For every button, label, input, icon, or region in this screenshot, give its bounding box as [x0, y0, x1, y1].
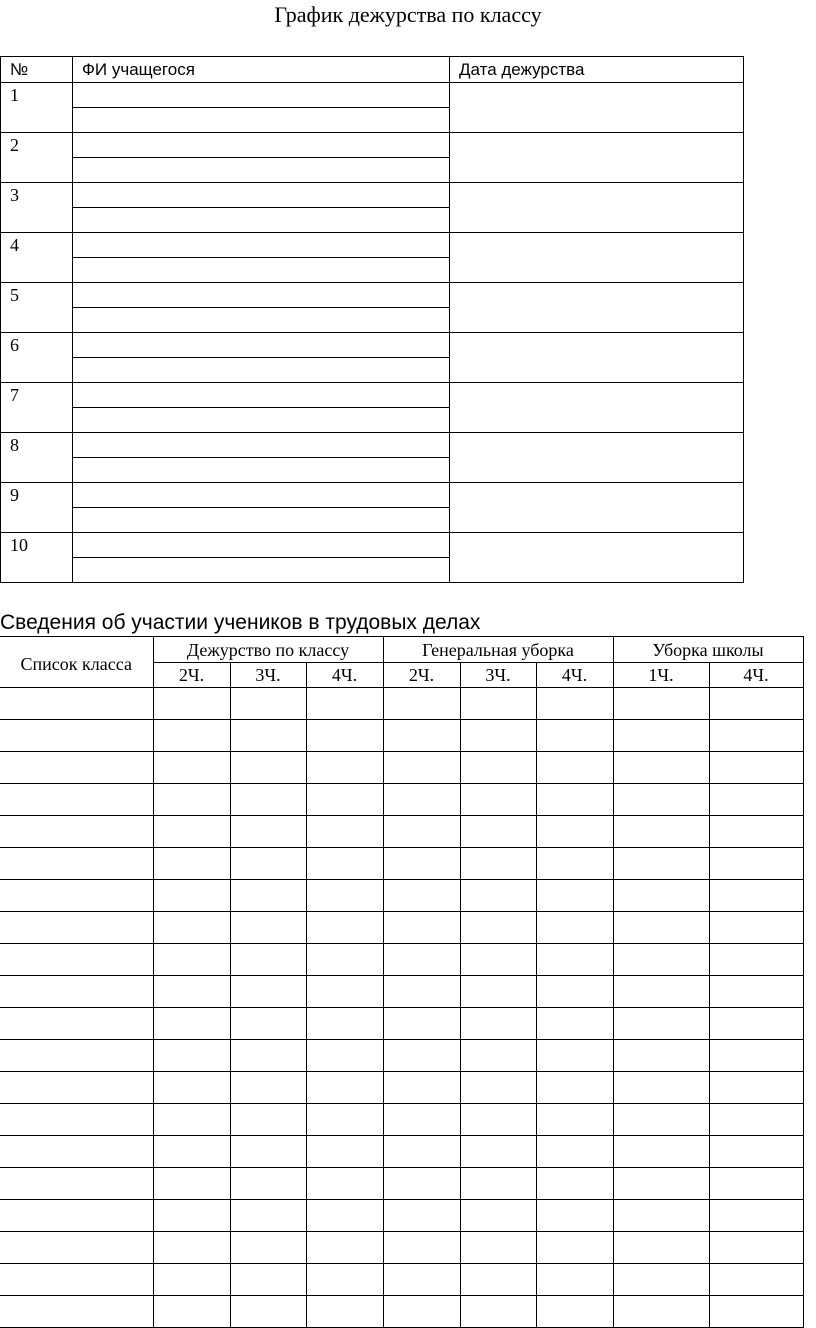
class-list-header: Список класса [0, 637, 153, 688]
student-name-cell[interactable] [73, 558, 450, 583]
table-row [0, 1296, 803, 1328]
student-cell[interactable] [0, 1296, 153, 1328]
quarter-header: 3Ч. [230, 663, 306, 688]
participation-cell[interactable] [153, 1008, 230, 1040]
participation-cell[interactable] [613, 912, 709, 944]
row-number: 5 [1, 283, 73, 333]
row-number: 2 [1, 133, 73, 183]
student-name-cell[interactable] [73, 83, 450, 108]
participation-cell[interactable] [153, 688, 230, 720]
participation-cell[interactable] [383, 1072, 460, 1104]
participation-cell[interactable] [460, 1264, 536, 1296]
participation-cell[interactable] [536, 816, 613, 848]
participation-cell[interactable] [383, 1168, 460, 1200]
participation-cell[interactable] [709, 880, 803, 912]
student-name-cell[interactable] [73, 333, 450, 358]
participation-cell[interactable] [536, 1008, 613, 1040]
participation-cell[interactable] [536, 1168, 613, 1200]
row-number: 6 [1, 333, 73, 383]
participation-cell[interactable] [613, 848, 709, 880]
student-cell[interactable] [0, 1168, 153, 1200]
participation-cell[interactable] [306, 1168, 383, 1200]
participation-cell[interactable] [613, 752, 709, 784]
participation-cell[interactable] [153, 848, 230, 880]
participation-cell[interactable] [306, 1104, 383, 1136]
participation-cell[interactable] [536, 784, 613, 816]
student-name-cell[interactable] [73, 483, 450, 508]
student-name-header: ФИ учащегося [73, 57, 450, 83]
student-cell[interactable] [0, 1264, 153, 1296]
student-cell[interactable] [0, 1040, 153, 1072]
student-cell[interactable] [0, 944, 153, 976]
participation-cell[interactable] [613, 1264, 709, 1296]
participation-cell[interactable] [153, 1200, 230, 1232]
quarter-header: 2Ч. [153, 663, 230, 688]
student-name-cell[interactable] [73, 133, 450, 158]
participation-cell[interactable] [460, 1008, 536, 1040]
participation-cell[interactable] [153, 1168, 230, 1200]
quarter-header: 3Ч. [460, 663, 536, 688]
participation-cell[interactable] [613, 1168, 709, 1200]
participation-cell[interactable] [383, 912, 460, 944]
participation-cell[interactable] [709, 1200, 803, 1232]
student-name-cell[interactable] [73, 233, 450, 258]
participation-cell[interactable] [230, 720, 306, 752]
participation-cell[interactable] [709, 848, 803, 880]
table-row [0, 1264, 803, 1296]
page-title: График дежурства по классу [274, 2, 542, 27]
participation-cell[interactable] [306, 1008, 383, 1040]
student-cell[interactable] [0, 1104, 153, 1136]
duty-date-cell[interactable] [450, 233, 744, 283]
participation-cell[interactable] [536, 1232, 613, 1264]
duty-row [1, 133, 744, 158]
participation-cell[interactable] [383, 752, 460, 784]
participation-cell[interactable] [460, 688, 536, 720]
row-number: 10 [1, 533, 73, 583]
quarter-header: 4Ч. [709, 663, 803, 688]
participation-cell[interactable] [383, 816, 460, 848]
duty-row [1, 483, 744, 508]
student-cell[interactable] [0, 784, 153, 816]
participation-cell[interactable] [383, 1136, 460, 1168]
participation-cell[interactable] [460, 1200, 536, 1232]
participation-cell[interactable] [613, 688, 709, 720]
table-row [0, 976, 803, 1008]
participation-cell[interactable] [383, 1232, 460, 1264]
participation-cell[interactable] [230, 848, 306, 880]
table-row [0, 688, 803, 720]
duty-header-row [1, 57, 744, 83]
participation-cell[interactable] [709, 976, 803, 1008]
student-name-cell[interactable] [73, 183, 450, 208]
participation-cell[interactable] [613, 1072, 709, 1104]
participation-cell[interactable] [230, 1264, 306, 1296]
participation-cell[interactable] [536, 976, 613, 1008]
participation-cell[interactable] [153, 1296, 230, 1328]
duty-date-cell[interactable] [450, 533, 744, 583]
student-name-cell[interactable] [73, 308, 450, 333]
participation-cell[interactable] [613, 880, 709, 912]
participation-cell[interactable] [709, 688, 803, 720]
participation-cell[interactable] [613, 816, 709, 848]
student-cell[interactable] [0, 1136, 153, 1168]
participation-cell[interactable] [383, 1104, 460, 1136]
participation-cell[interactable] [306, 912, 383, 944]
participation-cell[interactable] [709, 1008, 803, 1040]
participation-cell[interactable] [460, 1104, 536, 1136]
duty-date-cell[interactable] [450, 183, 744, 233]
participation-cell[interactable] [153, 816, 230, 848]
participation-cell[interactable] [460, 976, 536, 1008]
participation-cell[interactable] [153, 720, 230, 752]
participation-cell[interactable] [613, 1136, 709, 1168]
participation-cell[interactable] [230, 1200, 306, 1232]
participation-cell[interactable] [383, 784, 460, 816]
participation-cell[interactable] [153, 1232, 230, 1264]
participation-cell[interactable] [383, 1008, 460, 1040]
number-header: № [1, 57, 73, 83]
student-name-cell[interactable] [73, 383, 450, 408]
participation-cell[interactable] [383, 880, 460, 912]
participation-cell[interactable] [383, 976, 460, 1008]
student-name-cell[interactable] [73, 408, 450, 433]
participation-cell[interactable] [536, 720, 613, 752]
row-number: 3 [1, 183, 73, 233]
participation-cell[interactable] [460, 1296, 536, 1328]
duty-schedule-table [0, 56, 744, 583]
participation-cell[interactable] [613, 1104, 709, 1136]
participation-cell[interactable] [306, 848, 383, 880]
participation-cell[interactable] [306, 1232, 383, 1264]
duty-row [1, 533, 744, 558]
duty-row [1, 233, 744, 258]
table-row [0, 1232, 803, 1264]
participation-cell[interactable] [230, 1232, 306, 1264]
student-cell[interactable] [0, 1072, 153, 1104]
participation-cell[interactable] [460, 912, 536, 944]
participation-cell[interactable] [230, 1296, 306, 1328]
participation-cell[interactable] [460, 816, 536, 848]
duty-date-cell[interactable] [450, 433, 744, 483]
participation-cell[interactable] [460, 720, 536, 752]
participation-cell[interactable] [536, 944, 613, 976]
participation-cell[interactable] [460, 1232, 536, 1264]
participation-cell[interactable] [153, 1136, 230, 1168]
participation-cell[interactable] [536, 912, 613, 944]
duty-row [1, 183, 744, 208]
group-header: Дежурство по классу [153, 637, 383, 663]
participation-cell[interactable] [306, 1264, 383, 1296]
duty-date-header: Дата дежурства [450, 57, 744, 83]
row-number: 1 [1, 83, 73, 133]
participation-cell[interactable] [383, 1296, 460, 1328]
student-name-cell[interactable] [73, 533, 450, 558]
participation-cell[interactable] [709, 1104, 803, 1136]
participation-cell[interactable] [153, 784, 230, 816]
participation-cell[interactable] [306, 1072, 383, 1104]
duty-date-cell[interactable] [450, 383, 744, 433]
participation-cell[interactable] [460, 944, 536, 976]
student-cell[interactable] [0, 1232, 153, 1264]
participation-cell[interactable] [536, 688, 613, 720]
table-row [0, 1008, 803, 1040]
participation-cell[interactable] [383, 848, 460, 880]
participation-cell[interactable] [536, 1136, 613, 1168]
participation-cell[interactable] [306, 1040, 383, 1072]
participation-cell[interactable] [383, 1040, 460, 1072]
student-name-cell[interactable] [73, 283, 450, 308]
table-row [0, 1040, 803, 1072]
student-name-cell[interactable] [73, 458, 450, 483]
participation-cell[interactable] [230, 976, 306, 1008]
student-cell[interactable] [0, 752, 153, 784]
participation-cell[interactable] [306, 688, 383, 720]
student-cell[interactable] [0, 720, 153, 752]
duty-date-cell[interactable] [450, 283, 744, 333]
participation-cell[interactable] [613, 1200, 709, 1232]
table-row [0, 816, 803, 848]
participation-cell[interactable] [383, 720, 460, 752]
duty-date-cell[interactable] [450, 83, 744, 133]
participation-cell[interactable] [383, 1264, 460, 1296]
table-row [0, 1072, 803, 1104]
table-row [0, 848, 803, 880]
participation-cell[interactable] [306, 752, 383, 784]
participation-cell[interactable] [709, 816, 803, 848]
participation-cell[interactable] [153, 1072, 230, 1104]
participation-cell[interactable] [709, 944, 803, 976]
participation-cell[interactable] [230, 1136, 306, 1168]
participation-cell[interactable] [383, 944, 460, 976]
participation-cell[interactable] [709, 1232, 803, 1264]
table-row [0, 1168, 803, 1200]
participation-cell[interactable] [709, 1136, 803, 1168]
participation-cell[interactable] [709, 912, 803, 944]
participation-cell[interactable] [230, 1168, 306, 1200]
section-title: Сведения об участии учеников в трудовых делах [0, 611, 481, 634]
participation-cell[interactable] [306, 976, 383, 1008]
row-number: 7 [1, 383, 73, 433]
group-header: Генеральная уборка [383, 637, 613, 663]
table-row [0, 912, 803, 944]
participation-cell[interactable] [153, 944, 230, 976]
participation-cell[interactable] [613, 1232, 709, 1264]
row-number: 8 [1, 433, 73, 483]
quarter-header: 4Ч. [306, 663, 383, 688]
participation-cell[interactable] [536, 880, 613, 912]
participation-cell[interactable] [153, 880, 230, 912]
student-cell[interactable] [0, 1200, 153, 1232]
student-cell[interactable] [0, 848, 153, 880]
student-name-cell[interactable] [73, 433, 450, 458]
participation-cell[interactable] [306, 784, 383, 816]
participation-cell[interactable] [709, 1168, 803, 1200]
participation-cell[interactable] [709, 1264, 803, 1296]
quarter-header: 1Ч. [613, 663, 709, 688]
duty-row [1, 433, 744, 458]
table-row [0, 720, 803, 752]
participation-cell[interactable] [536, 1200, 613, 1232]
participation-cell[interactable] [709, 1040, 803, 1072]
participation-cell[interactable] [709, 1072, 803, 1104]
participation-cell[interactable] [613, 784, 709, 816]
participation-cell[interactable] [230, 752, 306, 784]
participation-cell[interactable] [230, 1072, 306, 1104]
table-row [0, 752, 803, 784]
table-row [0, 1136, 803, 1168]
participation-cell[interactable] [536, 752, 613, 784]
participation-cell[interactable] [230, 944, 306, 976]
participation-cell[interactable] [613, 944, 709, 976]
duty-row [1, 83, 744, 108]
participation-cell[interactable] [709, 720, 803, 752]
participation-cell[interactable] [306, 1200, 383, 1232]
labor-header-row-groups [0, 637, 803, 663]
participation-cell[interactable] [153, 1104, 230, 1136]
participation-cell[interactable] [230, 1040, 306, 1072]
participation-cell[interactable] [709, 752, 803, 784]
participation-cell[interactable] [460, 880, 536, 912]
participation-cell[interactable] [230, 1008, 306, 1040]
participation-cell[interactable] [153, 976, 230, 1008]
participation-cell[interactable] [460, 848, 536, 880]
participation-cell[interactable] [460, 1040, 536, 1072]
participation-cell[interactable] [460, 1072, 536, 1104]
participation-cell[interactable] [536, 1040, 613, 1072]
row-number: 4 [1, 233, 73, 283]
participation-cell[interactable] [460, 784, 536, 816]
participation-cell[interactable] [536, 1296, 613, 1328]
student-cell[interactable] [0, 816, 153, 848]
student-name-cell[interactable] [73, 358, 450, 383]
participation-cell[interactable] [230, 816, 306, 848]
student-cell[interactable] [0, 880, 153, 912]
participation-cell[interactable] [306, 816, 383, 848]
participation-cell[interactable] [709, 784, 803, 816]
participation-cell[interactable] [613, 720, 709, 752]
participation-cell[interactable] [306, 1136, 383, 1168]
participation-cell[interactable] [460, 752, 536, 784]
table-row [0, 1200, 803, 1232]
participation-cell[interactable] [709, 1296, 803, 1328]
duty-date-cell[interactable] [450, 333, 744, 383]
participation-cell[interactable] [153, 912, 230, 944]
participation-cell[interactable] [306, 720, 383, 752]
participation-cell[interactable] [460, 1168, 536, 1200]
participation-cell[interactable] [230, 912, 306, 944]
participation-cell[interactable] [153, 752, 230, 784]
student-name-cell[interactable] [73, 508, 450, 533]
student-cell[interactable] [0, 688, 153, 720]
participation-cell[interactable] [383, 688, 460, 720]
table-row [0, 944, 803, 976]
participation-cell[interactable] [153, 1040, 230, 1072]
student-name-cell[interactable] [73, 208, 450, 233]
participation-cell[interactable] [306, 944, 383, 976]
participation-cell[interactable] [230, 1104, 306, 1136]
student-cell[interactable] [0, 1008, 153, 1040]
participation-cell[interactable] [230, 880, 306, 912]
student-name-cell[interactable] [73, 108, 450, 133]
participation-cell[interactable] [613, 1296, 709, 1328]
participation-cell[interactable] [306, 1296, 383, 1328]
participation-cell[interactable] [536, 1072, 613, 1104]
table-row [0, 784, 803, 816]
participation-cell[interactable] [536, 1264, 613, 1296]
duty-row [1, 333, 744, 358]
duty-row [1, 283, 744, 308]
participation-cell[interactable] [230, 688, 306, 720]
quarter-header: 4Ч. [536, 663, 613, 688]
duty-row [1, 383, 744, 408]
labor-participation-table [0, 636, 804, 1328]
quarter-header: 2Ч. [383, 663, 460, 688]
participation-cell[interactable] [153, 1264, 230, 1296]
participation-cell[interactable] [230, 784, 306, 816]
student-cell[interactable] [0, 976, 153, 1008]
student-name-cell[interactable] [73, 258, 450, 283]
table-row [0, 880, 803, 912]
row-number: 9 [1, 483, 73, 533]
duty-date-cell[interactable] [450, 483, 744, 533]
table-row [0, 1104, 803, 1136]
participation-cell[interactable] [460, 1136, 536, 1168]
duty-date-cell[interactable] [450, 133, 744, 183]
participation-cell[interactable] [536, 1104, 613, 1136]
participation-cell[interactable] [613, 976, 709, 1008]
student-cell[interactable] [0, 912, 153, 944]
participation-cell[interactable] [383, 1200, 460, 1232]
group-header: Уборка школы [613, 637, 803, 663]
student-name-cell[interactable] [73, 158, 450, 183]
participation-cell[interactable] [306, 880, 383, 912]
participation-cell[interactable] [536, 848, 613, 880]
participation-cell[interactable] [613, 1040, 709, 1072]
participation-cell[interactable] [613, 1008, 709, 1040]
